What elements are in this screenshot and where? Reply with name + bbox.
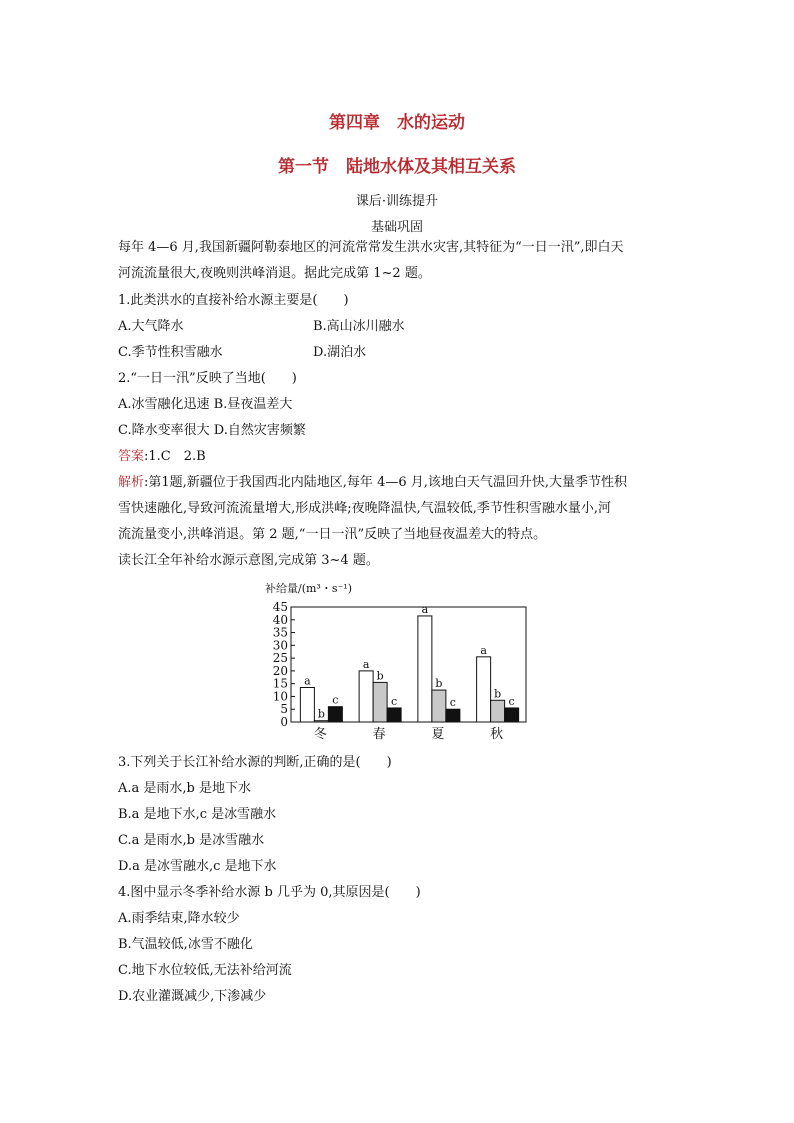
y-tick-label: 10	[272, 689, 288, 704]
q4-option-a: A.雨季结束,降水较少	[118, 911, 240, 926]
q3-option-d: D.a 是冰雪融水,c 是地下水	[118, 859, 277, 874]
bar-label-b: b	[435, 677, 443, 691]
chart-ylabel: 补给量/(m³・s⁻¹)	[265, 582, 352, 595]
answer-label: 答案	[118, 449, 145, 464]
analysis-text-1: :第1题,新疆位于我国西北内陆地区,每年 4—6 月,该地白天气温回升快,大量季节性积	[144, 475, 628, 490]
bar-a	[477, 657, 491, 722]
bar-label-b: b	[494, 687, 502, 701]
bar-label-c: c	[332, 693, 339, 707]
q3-option-b: B.a 是地下水,c 是冰雪融水	[118, 807, 277, 822]
bar-a	[300, 688, 314, 723]
subtitle: 课后·训练提升	[355, 194, 439, 209]
bar-b	[314, 721, 328, 722]
analysis-line3: 流流量变小,洪峰消退。第 2 题,“一日一汛”反映了当地昼夜温差大的特点。	[118, 527, 547, 542]
q4-option-b: B.气温较低,冰雪不融化	[118, 937, 253, 952]
q3-option-a: A.a 是雨水,b 是地下水	[118, 781, 251, 796]
bar-label-a: a	[421, 602, 429, 616]
q1-option-b: B.高山冰川融水	[313, 319, 405, 334]
y-tick-label: 20	[272, 663, 288, 678]
q1-stem: 1.此类洪水的直接补给水源主要是( )	[118, 293, 349, 308]
q2-options-ab: A.冰雪融化迅速 B.昼夜温差大	[118, 397, 293, 412]
x-tick-label: 冬	[313, 727, 327, 742]
y-tick-label: 30	[272, 638, 288, 653]
intro2: 读长江全年补给水源示意图,完成第 3~4 题。	[118, 553, 379, 568]
water-supply-chart	[262, 576, 542, 746]
q1-option-d: D.湖泊水	[313, 345, 367, 360]
q1-option-a: A.大气降水	[118, 319, 184, 334]
x-tick-label: 秋	[490, 727, 504, 742]
y-tick-label: 35	[272, 625, 288, 640]
bar-label-c: c	[508, 694, 515, 708]
bar-c	[446, 709, 460, 722]
intro1-line1: 每年 4—6 月,我国新疆阿勒泰地区的河流常常发生洪水灾害,其特征为“一日一汛”,即白天	[118, 240, 624, 255]
q1-option-c: C.季节性积雪融水	[118, 345, 223, 360]
bar-label-c: c	[391, 694, 398, 708]
bar-c	[328, 707, 342, 722]
bar-label-b: b	[376, 669, 384, 683]
bar-b	[432, 690, 446, 722]
bar-a	[359, 671, 373, 722]
bar-b	[373, 682, 387, 722]
bar-label-c: c	[449, 696, 456, 710]
bar-b	[491, 700, 505, 722]
q4-stem: 4.图中显示冬季补给水源 b 几乎为 0,其原因是( )	[118, 885, 421, 900]
intro1-line2: 河流流量很大,夜晚则洪峰消退。据此完成第 1~2 题。	[118, 266, 431, 281]
y-tick-label: 15	[272, 676, 288, 691]
analysis-label: 解析	[118, 475, 145, 490]
x-tick-label: 春	[372, 727, 386, 742]
x-tick-label: 夏	[431, 727, 445, 742]
q3-option-c: C.a 是雨水,b 是冰雪融水	[118, 833, 265, 848]
bar-c	[505, 708, 519, 722]
analysis-line1	[118, 475, 627, 491]
chapter-title: 第四章 水的运动	[329, 113, 465, 133]
bar-label-a: a	[362, 657, 370, 671]
q2-stem: 2.“一日一汛”反映了当地( )	[118, 371, 297, 386]
chart-bars	[300, 603, 518, 722]
part-title: 基础巩固	[370, 220, 423, 235]
y-tick-label: 25	[272, 651, 288, 666]
q3-stem: 3.下列关于长江补给水源的判断,正确的是( )	[118, 755, 392, 770]
y-tick-label: 45	[272, 600, 288, 614]
y-tick-label: 5	[280, 702, 288, 717]
bar-label-a: a	[304, 674, 311, 688]
q4-option-d: D.农业灌溉减少,下渗减少	[118, 989, 267, 1004]
q2-options-cd: C.降水变率很大 D.自然灾害频繁	[118, 423, 306, 438]
bar-label-b: b	[317, 707, 325, 721]
answer-line	[118, 449, 206, 465]
answer-text: :1.C 2.B	[144, 449, 206, 464]
y-tick-label: 40	[272, 612, 288, 627]
bar-label-a: a	[480, 643, 487, 657]
q4-option-c: C.地下水位较低,无法补给河流	[118, 963, 292, 978]
analysis-line2: 雪快速融化,导致河流流量增大,形成洪峰;夜晚降温快,气温较低,季节性积雪融水量小,河	[118, 501, 612, 516]
y-tick-label: 0	[280, 715, 288, 729]
bar-a	[418, 616, 432, 722]
bar-c	[387, 708, 401, 722]
section-title: 第一节 陆地水体及其相互关系	[278, 157, 516, 177]
